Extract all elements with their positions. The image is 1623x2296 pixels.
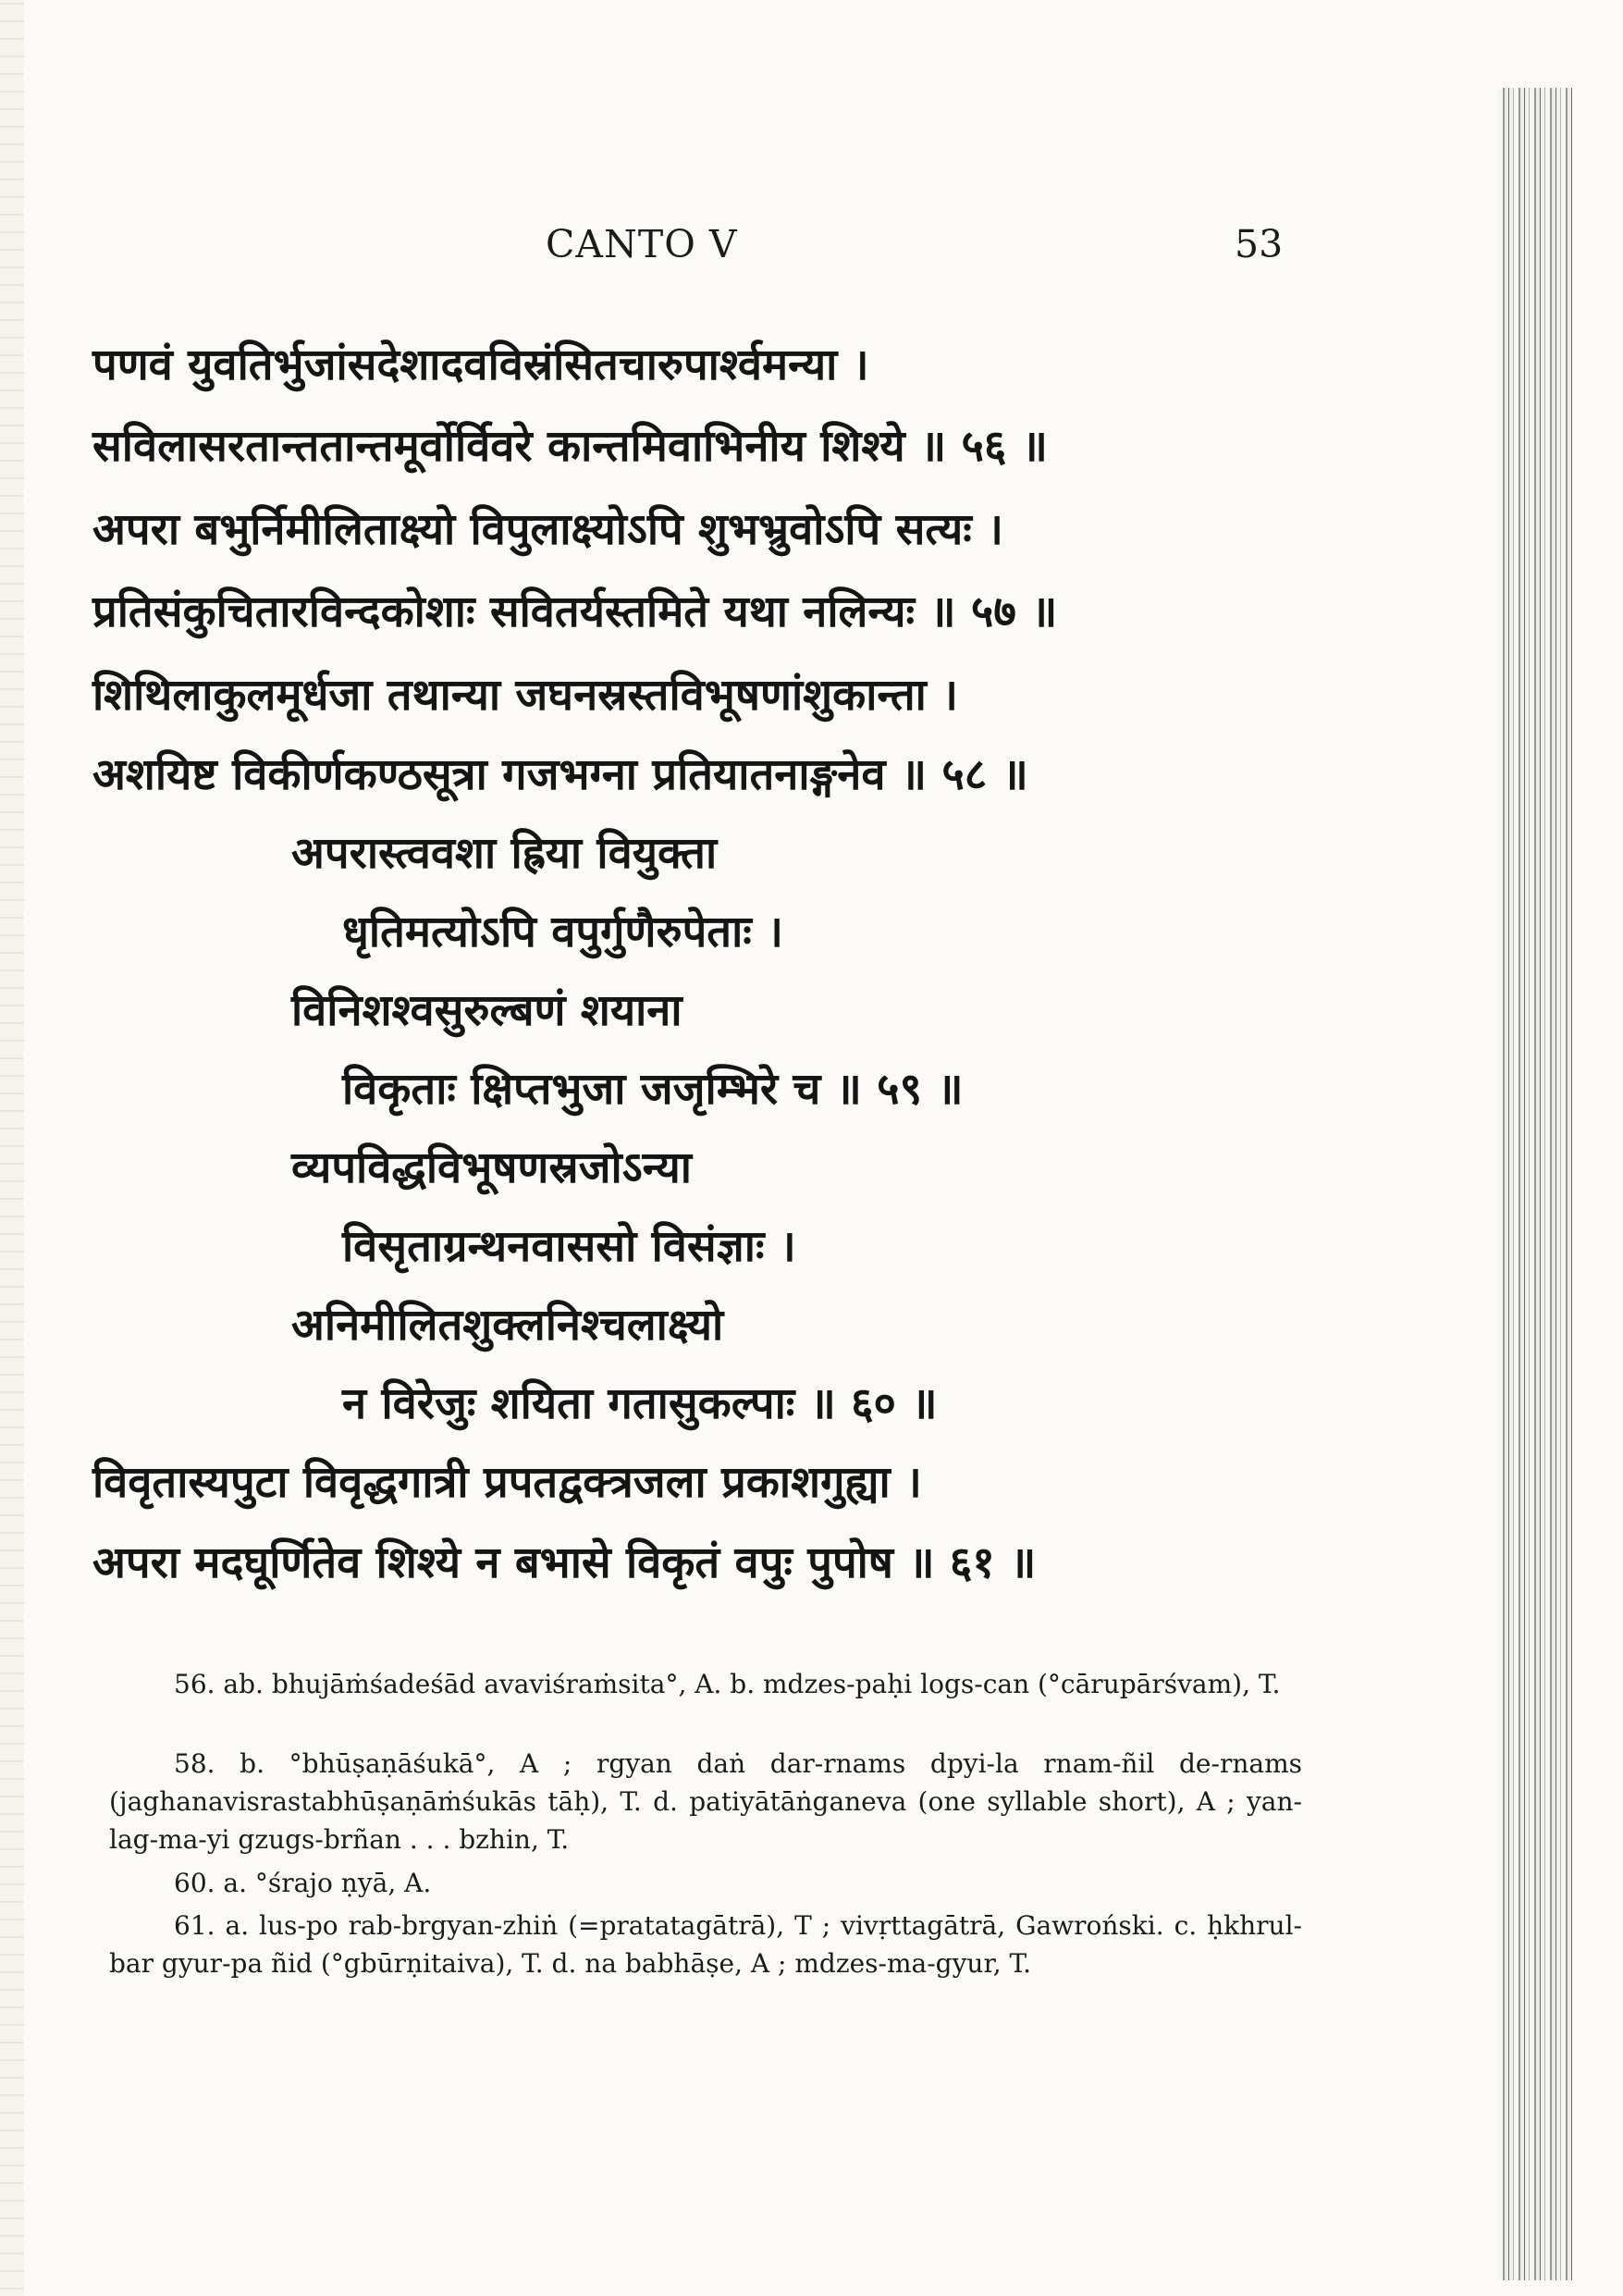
verse-line: अपरा मदघूर्णितेव शिश्ये न बभासे विकृतं वपुः पुपोष ॥ ६१ ॥	[92, 1537, 1037, 1588]
verse-line: विवृतास्यपुटा विवृद्धगात्री प्रपतद्वक्त्रजला प्रकाशगुह्या ।	[92, 1457, 922, 1508]
footnote: 58. b. °bhūṣaṇāśukā°, A ; rgyan daṅ dar-rnams dpyi-la rnam-ñil de-rnams (jaghanavisrastabhūṣaṇāṁśukās tāḥ), T. d. patiyātāṅganeva (one syllable short), A ; yan-lag-ma-yi gzugs-brñan . . . bzhin, T.	[109, 1748, 1302, 1855]
verse-line: व्यपविद्धविभूषणस्रजोऽन्या	[291, 1142, 692, 1193]
verse-line: न विरेजुः शयिता गतासुकल्पाः ॥ ६० ॥	[342, 1378, 938, 1429]
verse-line: अपरा बभुर्निमीलिताक्ष्यो विपुलाक्ष्योऽपि शुभभ्रुवोऽपि सत्यः ।	[92, 504, 1003, 555]
verse-line: विकृताः क्षिप्तभुजा जजृम्भिरे च ॥ ५९ ॥	[342, 1064, 964, 1115]
verse-line: अनिमीलितशुक्लनिश्चलाक्ष्यो	[291, 1300, 724, 1351]
verse-line: पणवं युवतिर्भुजांसदेशादवविस्रंसितचारुपार्श्वमन्या ।	[92, 339, 869, 390]
running-head: CANTO V	[546, 222, 738, 266]
book-spine-edge	[1498, 88, 1572, 2280]
footnote: 60. a. °śrajo ṇyā, A.	[174, 1868, 432, 1898]
footnote: 61. a. lus-po rab-brgyan-zhiṅ (=pratatagātrā), T ; vivṛttagātrā, Gawroński. c. ḥkhrul-bar gyur-pa ñid (°gbūrṇitaiva), T. d. na babhāṣe, A ; mdzes-ma-gyur, T.	[109, 1910, 1302, 1979]
verse-line: प्रतिसंकुचितारविन्दकोशाः सवितर्यस्तमिते यथा नलिन्यः ॥ ५७ ॥	[92, 586, 1058, 637]
left-page-edge	[0, 0, 24, 2296]
footnote: 56. ab. bhujāṁśadeśād avaviśraṁsita°, A. b. mdzes-paḥi logs-can (°cārupārśvam), T.	[174, 1669, 1281, 1699]
verse-line: अपरास्त्ववशा ह्रिया वियुक्ता	[291, 828, 718, 879]
verse-line: शिथिलाकुलमूर्धजा तथान्या जघनस्रस्तविभूषणांशुकान्ता ।	[92, 670, 958, 721]
verse-line: विसृताग्रन्थनवाससो विसंज्ञाः ।	[342, 1221, 796, 1272]
verse-line: धृतिमत्योऽपि वपुर्गुणैरुपेताः ।	[342, 907, 783, 957]
verse-line: विनिशश्वसुरुल्बणं शयाना	[291, 985, 682, 1036]
page-number: 53	[1235, 222, 1284, 266]
verse-line: सविलासरतान्ततान्तमूर्वोर्विवरे कान्तमिवाभिनीय शिश्ये ॥ ५६ ॥	[92, 421, 1048, 472]
verse-line: अशयिष्ट विकीर्णकण्ठसूत्रा गजभग्ना प्रतियातनाङ्गनेव ॥ ५८ ॥	[92, 749, 1028, 800]
